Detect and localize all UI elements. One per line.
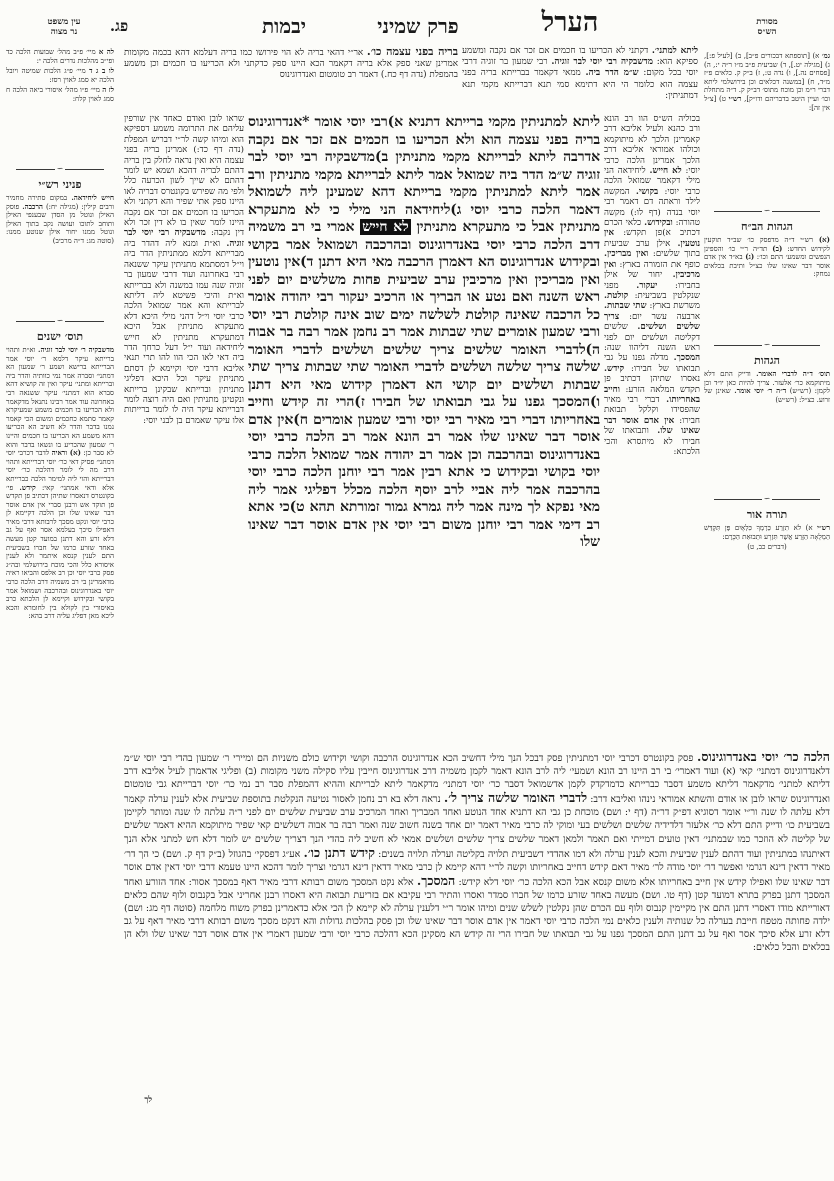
ein-mishpat-item-label: לז ה: [102, 85, 114, 95]
dibur-hamatchil: המסכך.: [416, 872, 456, 888]
ein-mishpat-section: [6, 48, 114, 160]
gemara-text-after: אמרי בי רב משמיה דרב הלכה כרבי יוסי באנדרוגינוס ובהרכבה ושמואל אמר בקושי ובקידוש אנדרוגינוס הא דאמרן הרכבה מאי היא דתנן ד)אין נוטעין ואין מבריכין ואין מרכיבין ערב שביעית פחות משלשים יום לפני ראש השנה ואם נטע או הבריך או הרכיב יעקור רבי יהודה אומר כל הרכבה שאינה קולטת לשלשה ימים שוב אינה קולטת רבי יוסי ורבי שמעון אומרים שתי שבתות אמר רב נחמן אמר רבה בר אבוה ה)לדברי האומר שלשים צריך שלשים ושלשים לדברי האומר שלשה צריך שלשה ושלשים לדברי האומר שתי שבתות צריך שתי שבתות ושלשים יום קושי הא דאמרן קידוש מאי היא דתנן ו)המסכך גפנו על גבי תבואתו של חבירו ז)הרי זה קידש וחייב באחריותו דברי רבי מאיר רבי יוסי ורבי שמעון אומרים ח)אין אדם אוסר דבר שאינו שלו אמר רב הונא אמר רב הלכה כרבי יוסי באנדרוגינוס ובהרכבה וכן אמר רב יהודה אמר שמואל הלכה כרבי יוסי בקושי ובקידוש כי אתא רבין אמר רבי יוחנן הלכה כרבי יוסי בהרכבה אמר ליה אביי לרב יוסף הלכה מכלל דפליגי אמר ליה מאי נפקא לך מינה אמר ליה גמרא גמור זמורתא תהא ט)כי אתא רב דימי אמר רבי יוחנן משום רבי יוסי אין אדם אוסר דבר שאינו שלו: [248, 219, 600, 550]
ein-mishpat-header: [28, 18, 100, 37]
dibur-hamatchil: הרכבה.: [22, 201, 43, 211]
dibur-hamatchil: ובקידוש.: [644, 218, 673, 229]
tosafot-yeshanim-title: תוס׳ ישנים: [36, 330, 84, 343]
commentary-text: ממאי דקאמר בברייתא בריה בפני עצמה הוא כלומר הי היא דתימא סמי תנא דברייתא מקמי תנא דמתניתין:: [462, 68, 698, 101]
commentary-text: פוסק האילן ונוטל מן הסדן שבענפי האילן ותוחב לתוכו ועושה נקב בתוך האילן ונוטל ממנו יחור אילן שנוטע ממנו: (סוטה מג: ד״ה מרכיב): [6, 202, 114, 245]
commentary-text: משרשת בארץ:: [649, 301, 700, 312]
daf-number: פג.: [109, 17, 129, 35]
masoret-lead: גמ׳: [821, 52, 830, 60]
dibur-hamatchil: שתי שבתות.: [604, 301, 647, 312]
hagahot-habach-title: הגהות הב״ח: [741, 220, 793, 233]
tosafot-opening-text: אר״י דהאי בריה לא הוי פירושו כמו בריה דעלמא דהא בכמה מקומות אמרינן שאני ספק אלא בריה דקאמר הכא היינו ספק כדקתני ולא הכריעו בו חכמים וכן משמע בהמפלת (נדה דף כח.) דאמר רב טומטום ואנדרוגינוס: [124, 48, 458, 81]
hagaha-marker: (ב): [772, 243, 783, 253]
dibur-hamatchil: חייש ליחידאה.: [71, 194, 114, 202]
hagaha-text: תד״ה ר״י כו׳ והספינן הנפשים ומשמע׳ התם וכו׳:: [704, 244, 830, 262]
dibur-hamatchil: תוס׳ ד״ה לדברי האומר.: [756, 370, 830, 378]
pninei-rashi-title: פניני רש״י: [38, 178, 82, 191]
commentary-text: דקתני לא הכריעו בו חכמים אם זכר אם נקבה ומשמע ספיקא הוא:: [462, 46, 698, 68]
dibur-hamatchil: לא חייש.: [649, 166, 682, 177]
pninei-rashi-section: [6, 194, 114, 312]
dibur-hamatchil: קידש דתנן כו׳.: [303, 844, 375, 860]
masoret-hashas-header-line1: מסורת: [756, 18, 778, 27]
rashi-top-block: [462, 46, 698, 114]
ein-mishpat-item-label: לה א: [98, 48, 114, 56]
ein-mishpat-item-label: לו ב ג ד: [89, 66, 114, 76]
dibur-hamatchil: מדשבקיה ר׳ יוסי לבר זוגיה.: [38, 346, 114, 354]
dibur-hamatchil: וחייב באחריותו.: [604, 384, 700, 405]
hagahot-title: הגהות: [754, 354, 780, 367]
dibur-hamatchil: מדשבקיה רבי יוסי לבר זוגיה.: [124, 228, 244, 249]
commentary-text: מדלה גפנו על גבי תבואתו של חבירו:: [604, 353, 700, 374]
dibur-hamatchil: ואין מבריכין.: [604, 249, 649, 260]
torah-or-verse: א) לֹא תִזְרַע כַּרְמְךָ כִּלְאָיִם פֶּן תִּקְדַּשׁ הַמְלֵאָה הַזֶּרַע אֲשֶׁר תִּזְרָע וּתְבוּאַת הַכָּרֶם:: [704, 524, 830, 541]
hagaha-text: ודייק התם דלא מיתוקמא כר׳ אלעזר. צריך להיות כאן יו״ד וכן לקמן: (רש״ש): [704, 370, 830, 396]
dibur-hamatchil: צריך שלשים ושלשים.: [604, 311, 700, 333]
commentary-text: וא״ת ותהוי ברייתא עיקר דלמא ר׳ יוסי אמר הברייתא ברישא ושמע ר׳ שמעון הא דמתני׳ וסברה אמר נמי כוותיה והדר ביה וברייתא ומתני׳ עיקר ואין זה קושיא דהא סברא הוא דמתני׳ עיקר ששנאה רבי באחרונה עוד אמר רבינו נתנאל מדקאמר ולא הכריעו בו חכמים משמע שמעיקרא קאמר סתמא כחכמים ומשום הכי קאמר נמנו בדבר והדר לא חשיב הא הכריעו דהא משמע הא הכריעו בו חכמים והיינו ר׳ שמעון שהכריע בו ונשאו בדבר והוא לא סבר כן:: [6, 346, 114, 458]
section-divider-icon: ∼: [16, 166, 104, 172]
left-margin-column: [6, 48, 114, 1088]
commentary-text: ליחידאה הני מילי דקאמר שמואל הלכה כרבי יוסי:: [604, 166, 700, 197]
commentary-text: דברי רבי מאיר שהפסידו וקלקל תבואת חבירו:: [604, 394, 700, 426]
dibur-hamatchil: קידש.: [19, 482, 36, 492]
dibur-hamatchil: אין נוטעין.: [604, 228, 700, 249]
commentary-text: במקום סתירה מחמיר ורבים קילין: (מגילה יח:): [6, 194, 114, 211]
dibur-hamatchil: מדשבקיה רבי יוסי לבר זוגיה.: [551, 57, 653, 68]
section-divider-icon: ∼: [714, 342, 820, 348]
masechet-title: יבמות: [261, 14, 307, 38]
dibur-hamatchil: (א) וראיה: [51, 448, 81, 458]
ein-mishpat-item-text: מיי׳ פ״ב מהל׳ שבועות הלכה כד ופי״ב מהלכות נדרים הלכה י:: [6, 48, 114, 65]
catchword: לך: [144, 1094, 152, 1104]
tosafot-top-block: [124, 46, 458, 114]
commentary-text: כופף את הזמורה בארץ:: [619, 259, 700, 270]
commentary-text: לדבר דכרבי יוסי דמתני׳ פסיק דאי כר׳ יוסי דברייתא ותהוי דרב מה לי לומר דהלכה כר׳ יוסי דברייתא והוי ליה למימר הלכה כברייתא אלא ודאי אמתני׳ קאי:: [6, 449, 114, 492]
tosafot-bottom-block: [124, 750, 830, 1102]
dibur-hamatchil: ואין מרכיבין.: [604, 259, 700, 281]
hagahot-section: [704, 370, 830, 490]
dibur-hamatchil: לדברי האומר שלשה צריך ל׳.: [443, 790, 588, 806]
dibur-hamatchil: קידש.: [604, 363, 625, 374]
commentary-text: פי׳ בקונטרס דנאסרו שתיהן דכתיב פן תקדש פן תוקד אש ורבנן סברי אין אדם אוסר דבר שאינו שלו וכן הלכה דקיימא לן כרבי יוסי ונקט מסכך לרבותא דרבי מאיר דאפילו סיכך בעלמא אסר ואף על גב דלא זרע והא דתנן במועד קטן מעשה באחד שזרע כרמו של חברו בשביעית התם לענין קנסא איתמר ולא לענין איסורא כלל והכי מוכח בירושלמי ובה״ג פסק כרבי יוסי וכן רב אלפס והביאו ראיה מדאמרינן בי רב משמיה דרב הלכה כרבי יוסי באנדרוגינוס ובהרכבה ושמואל אמר בקושי ובקידוש וקיימא לן הלכתא כרב באיסורי בין לקולא בין לחומרא והכא ליכא מאן דפליג עליה דרב בהא:: [6, 483, 114, 621]
hagaha-marker: (ג): [745, 252, 755, 262]
commentary-text: וא״ת ומנא ליה דהדר ביה מברייתא דלמא ממתניתין הדר ביה וי״ל דמסתמא מתניתין עיקר ששנאה רבי באחרונה ועוד דרבי שמעון בר זוגיה שנה עמו במשנה ולא בברייתא וא״ת והיכי פשיטא ליה דליתא לברייתא והא אמר שמואל הלכה כרבי יוסי וי״ל דהני מילי היכא דלא מתעקרא מתניתין אבל היכא דמתעקרא מתניתין לא חייש ליחידאה ועוד י״ל דעל כרחך הדר ביה דאי לאו הכי הוו להו תרי תנאי אליבא דרבי יוסי וקיימא לן דסתם מתניתין עיקר וכל היכא דפליגי מתניתין וברייתא שבקינן ברייתא ונקטינן מתניתין ואם היה רוצה לומר דברייתא עיקר היה לו לומר ברייתות אלו עיקר שאמרם בן לבני יוסי:: [124, 238, 244, 426]
ein-mishpat-header-line1: עין משפט: [47, 18, 81, 27]
commentary-text: המקשה לילד וראתה דם דאמר רבי יוסי בנדה (דף לו:) מקשה טהורה:: [604, 186, 700, 229]
hagaha-text: בא״ד אין אדם אוסר דבר שאינו שלו כצ״ל ותיבת בכלאים נמחק:: [704, 253, 830, 279]
dibur-hamatchil: ד״ה ר׳ יוסי אומר.: [734, 386, 787, 396]
commentary-text: שראו לובן ואודם כאחד אין שורפין עליהם את התרומה משמע דספיקא הוא ומיהו קשה לר״י דבריש המפלת (נדה דף כד:) אמרינן בריה בפני עצמה היא ואין נראה לחלק בין בריה דהתם לבריה דהכא ושמא יש לומר דהתם לא שייך לשון הכרעה כלל ולפי מה שפירש בקונטרס דבריה לאו היינו ספק אתי שפיר והא דקתני ולא הכריעו בו חכמים אם זכר אם נקבה היינו לומר שאין בו לא דין זכר ולא דין נקבה:: [124, 114, 244, 239]
ein-mishpat-item: [6, 86, 114, 103]
right-margin-column: [704, 52, 830, 692]
ein-mishpat-item-text: מיי׳ פ״ו מהל׳ איסורי ביאה הלכה ח סמג לאוין קלח:: [6, 86, 114, 103]
masoret-lead: רש״י: [728, 93, 742, 103]
perek-title: פרק שמיני: [377, 14, 459, 38]
dibur-hamatchil: ליתא למתני׳.: [651, 46, 698, 56]
commentary-text: שלשים דקליטה ושלשים יום לפני ראש השנה דליהוו שנה:: [604, 322, 700, 353]
tosafot-column: [124, 114, 244, 746]
hagaha-marker: (א): [818, 236, 830, 244]
commentary-text: נאסרו שתיהן דכתיב פן תקדש המלאה הזרע:: [604, 374, 700, 395]
commentary-text: אע״ג דפסקי׳ בהגוזל (ב״ק דף ק. ושם) כי הך דר׳ מאיר דדאין דינא דגרמי ואפשר דר׳ יוסי מודה לר׳ מאיר דאם קידש דחייב באחריותו וקשה לר״י דהא קיימא לן כרבי מאיר דדאין דינא דגרמי וצריך לומר דהכא היינו טעמא דרבי יוסי דאין אדם אוסר דבר שאינו שלו ואפילו קידש אין חייב באחריותו אלא משום קנסא אבל הכא הלכה כר׳ יוסי דלא קידש:: [124, 848, 830, 888]
hagaha-text: שאינן של זרוע. כצ״ל: (רש״ש): [704, 387, 830, 404]
commentary-text: ארבעה עשר יום:: [629, 311, 700, 322]
commentary-text: יחור של אילן בחבירו:: [604, 270, 700, 291]
ein-mishpat-item-text: מיי׳ פ״ג הלכות שמיטה ויובל הלכה יא סמג לאוין רסז:: [6, 67, 114, 84]
commentary-text: אלא נקט המסכך משום רבותא דרבי מאיר דאף במסכך אסור: אחד הזורע ואחד המסכך דתנן בפרק בתרא דמועד קטן (דף טו. ושם) מעשה באחד שזרע כרמו של חברו סמדר ואסרו והתיר רבי עקיבא אם בזריעת תבואה היא דאסרו רבנן אחריני אבל בקנבוס ולוף שהם כלאים דאורייתא מודו דאסרי דתנן התם אין מקיימין קנבוס ולוף עם הכרם שהן נקלטין לשלש שנים ומיהו אומר ר״י דלענין ערלה לא קיימא לן הכי אלא כדאמרינן בפרק משוח מלחמה (סוטה דף מג: ושם) ילדה פחותה מטפח חייבת בערלה כל שנותיה ולענין כלאים נמי הלכה כרבי יוסי דאמר אין אדם אוסר דבר שאינו שלו וכן פסק בהלכות גדולות והא דנקט מסכך משום רבותא דרבי מאיר דאף על גב דלא זרע אלא סיכך אסר ואף על גב דתנן התם המסכך גפנו על גבי תבואתו של חבירו הרי זה קידש הא מסקינן הכא דהלכה כרבי יוסי ורבי שמעון דאמרי אין אדם אוסר דבר שאינו שלו ולא הן בכלאים והבל כלאים:: [124, 876, 830, 954]
dibur-hamatchil: יעקור.: [636, 280, 658, 291]
highlighted-phrase: לא חייש: [362, 219, 409, 235]
hagaha-text: רש״י ד״ה מדפסק כו׳ שב״ד תוקעין לקידוש החדש:: [704, 236, 830, 253]
gemara-column: [248, 114, 600, 746]
masoret-refs: א) [תוספתא דבכורים פ״ב], ב) [לעיל פ:], ג) [מגילה יט.], ד) שביעית פ״ב מ״ו ר״ה י:, ה) [פסחים נה.], ו) נדה ט:, ז) ב״ק ק. כלאים פ״ז מ״ד, ח) [במשנה דכלאים וכן בירושלמי ליתא דברי ר״מ וכן מוכח מתוס׳ דב״ק ק. ד״ה מתחלת וכו׳ ועיין היטב בדבריהם ודו״ק],: [704, 52, 830, 103]
torah-or-lead: רש״י: [817, 524, 830, 532]
masoret-hashas-header-line2: הש״ס: [757, 26, 777, 37]
section-divider-icon: ∼: [714, 208, 820, 214]
hagahot-habach-section: [704, 236, 830, 336]
chapter-title: הערל: [541, 8, 599, 38]
torah-or-title: תורה אור: [746, 508, 788, 521]
masoret-hashas-section: [704, 52, 830, 202]
dibur-hamatchil: ש״מ הדר ביה.: [585, 68, 639, 79]
commentary-text: פסק בקונטרס דכרבי יוסי דמתניתין פסק דבכל הנך מילי דחשיב הכא אנדרוגינוס הרכבה וקושי וקידוש כולם משניות הם ומיירי ר׳ שמעון בהדי רבי יוסי ש״מ דלאנדרוגינוס דמתני׳ קאי (א) ועוד דאמרי׳ בי רב היינו רב הונא ושמעי׳ ליה לרב הונא דאמר לקמן משמיה דרב אנדרוגינוס חייבין עליו סקילה משני מקומות (ב) ופליגי אדאמרן לעיל אליבא דרב דליתא למתני׳ מדקאמר דליתא משמע דסבר כברייתא כדמדקדק לקמן אדשמואל דסבר כר׳ יוסי דמתני׳ מדקאמר ליתא לברייתא וההיא דהמפלת סבר רב נמי כר׳ יוסי דברייתא גבי טומטום ואנדרוגינוס שראו לובן או אודם והשתא אמוראי נינהו ואליבא דרב:: [124, 753, 830, 806]
commentary-text: מפני שנקלטין בשביעית:: [604, 280, 700, 301]
section-divider-icon: ∼: [714, 496, 820, 502]
dibur-hamatchil: המסכך.: [673, 353, 700, 364]
commentary-text: נראה דלא בא רב נחמן לאסור נטיעה הנקלטת בתוספת שביעית אלא לענין ערלה קאמר דלא עלתה לו שנה ור״י אומר דסוגיא דפ״ק דר״ה (דף י: ושם) מוכחת כן גבי הא דתניא אחד הנוטע ואחד המבריך ואחד המרכיב ערב שביעית שלשים יום לפני ר״ה עלתה לו שנה ומותר לקיימן בשביעית כו׳ ודייק התם דלא כר׳ אלעזר דלדידיה שלשים ושלשים בעי ומוקי לה כרבי מאיר דאמר יום אחד בשנה חשוב שנה ואמר רבה בר אבוה דשלשים קאי שפיר מיתוקמא ההיא דאמר שלשים של קליטה לא הוזכר כמו שבמתני׳ דאין טועים דמייתי ואם תאמר ולמאן דאמר שלשים צריך שלשים ושלשים אמאי לא חשיב ליה בהדי הנך דצריך שלשים יש לומר דלא חש למתני אלא הנך דאיתנהו במתניתין ועוד דהתם לענין שביעית והכא לענין ערלה ולא דמו אהדדי דשביעית תלויה בקליטה וערלה תלויה בשנים:: [124, 794, 830, 860]
ein-mishpat-item: [6, 67, 114, 84]
torah-or-section: [704, 524, 830, 552]
ein-mishpat-header-line2: נר מצוה: [50, 26, 78, 37]
section-divider-icon: ∼: [16, 318, 104, 324]
commentary-text: אילן ערב שביעית בתוך שלשים:: [604, 238, 700, 260]
ein-mishpat-item: [6, 48, 114, 65]
commentary-text: ותבואתו של חבירו לא מיתסרא והכי הלכתא:: [604, 426, 700, 457]
tosafot-opening-dibur: בריה בפני עצמה כו׳.: [366, 46, 458, 58]
tosafot-yeshanim-section: [6, 346, 114, 866]
masoret-hashas-header: [704, 18, 830, 37]
gemara-text-before: ליתא למתניתין מקמי ברייתא דתניא א)רבי יוסי אומר *אנדרוגינוס בריה בפני עצמה הוא ולא הכריעו בו חכמים אם זכר אם נקבה אדרבה ליתא לברייתא מקמי מתניתין ב)מדשבקיה רבי יוסי לבר זוגיה ש״מ הדר ביה שמואל אמר ליתא לברייתא מקמי מתניתין ורב אמר ליתא למתניתין מקמי ברייתא דהא שמעינן ליה לשמואל דאמר הלכה כרבי יוסי ג)ליחידאה הני מילי כי לא מתעקרא מתניתין אבל כי מתעקרא מתניתין: [248, 114, 600, 235]
masoret-refs: ט) [צ״ל אין זה]:: [704, 94, 830, 112]
dibur-hamatchil: אין אדם אוסר דבר שאינו שלו.: [604, 415, 700, 437]
commentary-text: כלאי הכרם דכתיב א)פן תקדש:: [604, 218, 700, 239]
torah-or-source: (דברים כב, ט): [747, 543, 787, 552]
dibur-hamatchil: בקושי.: [635, 186, 659, 197]
commentary-text: רבי שמעון בר זוגיה דרבי יוסי בכל מקום:: [462, 57, 698, 79]
dibur-hamatchil: הלכה כר׳ יוסי באנדרוגינוס.: [697, 750, 830, 764]
rashi-column: [604, 114, 700, 746]
commentary-text: בכוליה הש״ס הוו רב הונא ורב כהנא ולעיל אליבא דרב קאמרינן הלכך לא מיתוקמא וכולהו אמוראי אליבא דרב הלכך אמרינן הלכה כרבי יוסי:: [604, 114, 700, 177]
dibur-hamatchil: קולטת.: [604, 290, 629, 301]
